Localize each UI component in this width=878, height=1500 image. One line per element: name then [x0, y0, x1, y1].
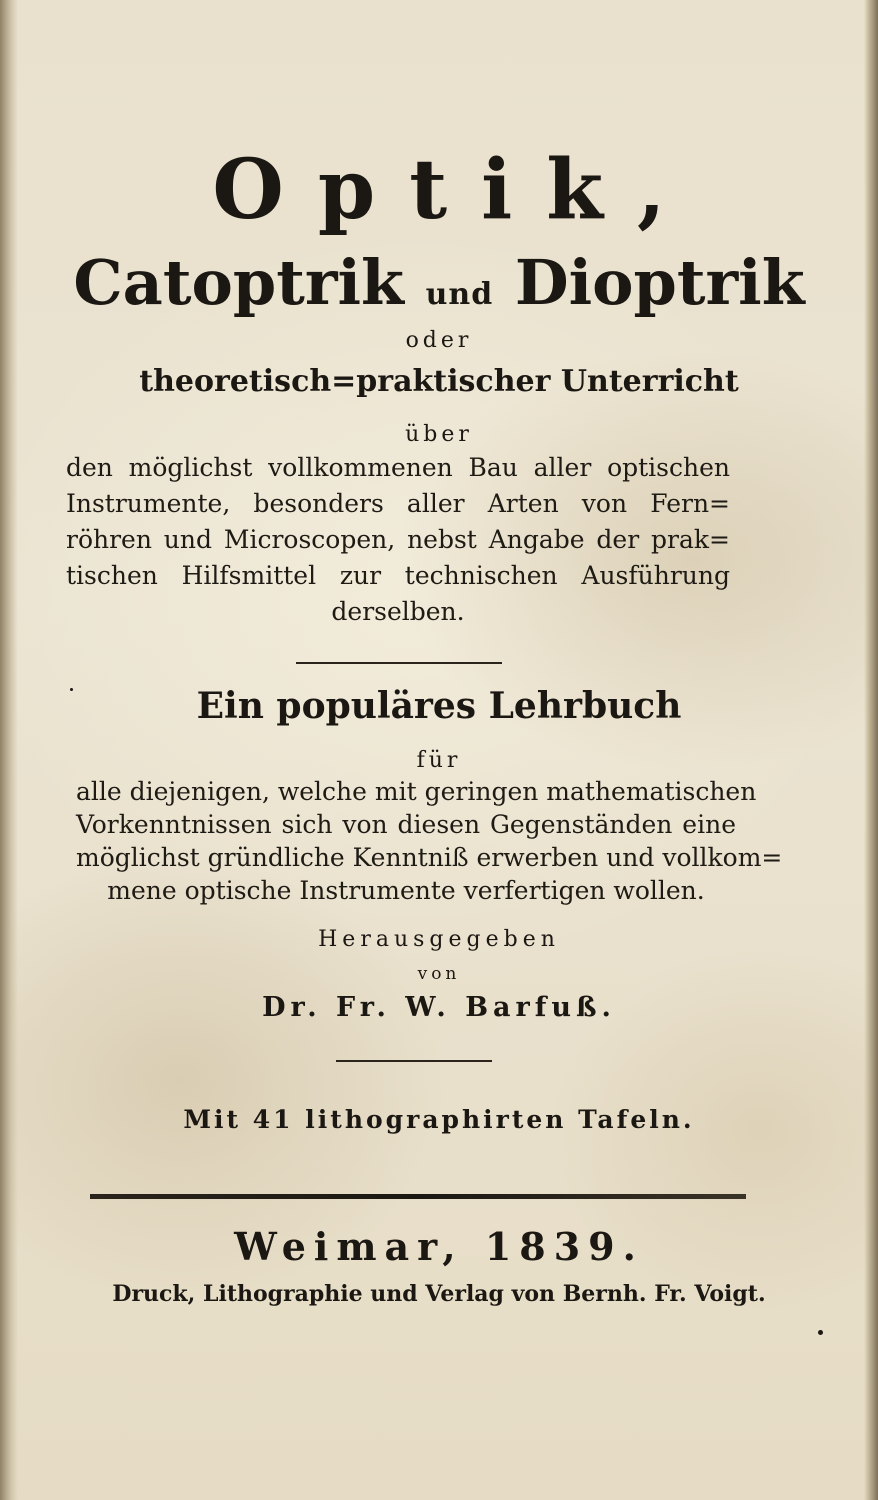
audience-line: alle diejenigen, welche mit geringen mathematischen: [76, 777, 757, 806]
audience-line: Vorkenntnissen sich von diesen Gegenständen eine: [76, 810, 736, 839]
description-line: tischen Hilfsmittel zur technischen Ausführung: [66, 561, 730, 590]
main-title: Optik,: [212, 142, 700, 238]
conjunction-oder: oder: [405, 328, 473, 353]
preposition-von: von: [417, 964, 461, 984]
preposition-fuer: für: [416, 748, 462, 773]
ink-speck: [70, 688, 73, 691]
imprint-place-year: Weimar, 1839.: [234, 1224, 644, 1269]
plates-note: Mit 41 lithographirten Tafeln.: [183, 1105, 695, 1134]
description-line: den möglichst vollkommenen Bau aller optischen: [66, 453, 730, 482]
subtitle: theoretisch=praktischer Unterricht: [139, 364, 739, 399]
audience-paragraph: [76, 775, 783, 907]
thick-divider-rule: [90, 1194, 746, 1199]
description-paragraph: [66, 450, 730, 630]
audience-line: mene optische Instrumente verfertigen wollen.: [107, 876, 705, 905]
author-name: Dr. Fr. W. Barfuß.: [262, 992, 616, 1023]
preposition-ueber: über: [405, 422, 473, 447]
ink-speck: [818, 1330, 823, 1335]
description-line: derselben.: [331, 597, 465, 626]
title-dioptrik: Dioptrik: [514, 246, 805, 319]
imprint-publisher: Druck, Lithographie und Verlag von Bernh. Fr. Voigt.: [112, 1281, 766, 1307]
book-genre-heading: Ein populäres Lehrbuch: [196, 685, 682, 727]
description-line: Instrumente, besonders aller Arten von Fern=: [66, 489, 730, 518]
title-catoptrik: Catoptrik: [73, 246, 405, 319]
edited-label: Herausgegeben: [318, 927, 560, 952]
title-und: und: [425, 277, 494, 312]
divider-rule: [336, 1060, 492, 1062]
description-line: röhren und Microscopen, nebst Angabe der prak=: [66, 525, 730, 554]
main-title-line-2: [40, 245, 838, 333]
divider-rule: [296, 662, 502, 664]
audience-line: möglichst gründliche Kenntniß erwerben und vollkom=: [76, 843, 783, 872]
